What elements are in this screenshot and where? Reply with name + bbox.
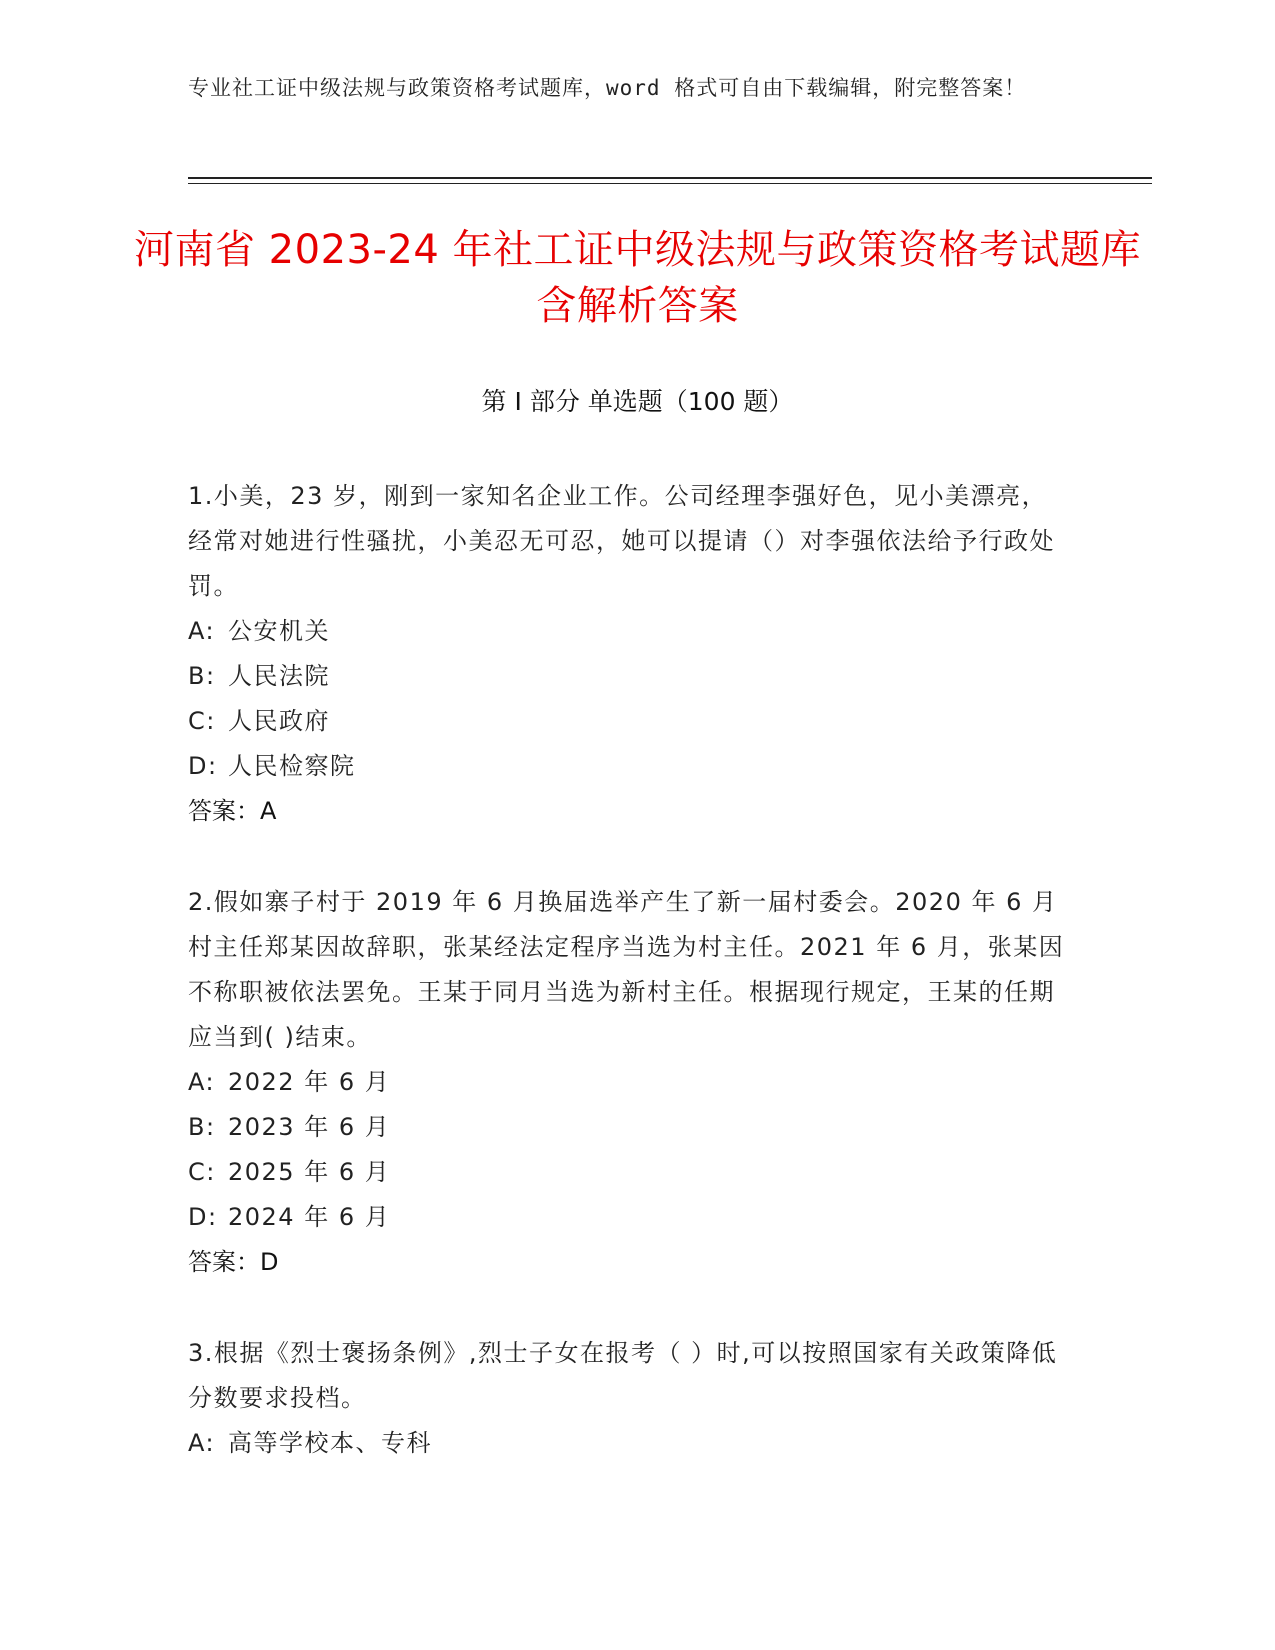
option-text: 人民法院 [228,662,330,690]
option-key: A: [188,617,216,645]
header-note: 专业社工证中级法规与政策资格考试题库，word 格式可自由下载编辑，附完整答案！ [188,76,1027,100]
option-text: 人民政府 [228,707,330,735]
option-text: 2025 年 6 月 [228,1158,391,1186]
answer-line: 答案：A [188,797,277,825]
document-title: 河南省 2023-24 年社工证中级法规与政策资格考试题库含解析答案 [133,227,1142,329]
section-heading: 第 I 部分 单选题（100 题） [481,387,794,416]
header-divider [188,177,1152,179]
question-2 [188,880,1068,1285]
option-b [188,1105,1068,1150]
question-text: 2.假如寨子村于 2019 年 6 月换届选举产生了新一届村委会。2020 年 6 月村主任郑某因故辞职，张某经法定程序当选为村主任。2021 年 6 月，张某因不称职被依法罢免。王某于同月当选为新村主任。根据现行规定，王某的任期应当到( )结束。 [188,888,1065,1051]
option-text: 2024 年 6 月 [228,1203,391,1231]
option-d [188,1195,1068,1240]
option-key: A: [188,1429,216,1457]
option-a [188,1421,1068,1466]
option-key: B: [188,1113,216,1141]
question-1 [188,474,1068,834]
option-text: 人民检察院 [228,752,356,780]
header-divider-thin [188,183,1152,184]
option-key: B: [188,662,216,690]
option-a [188,609,1068,654]
option-d [188,744,1068,789]
option-key: C: [188,1158,216,1186]
option-c [188,699,1068,744]
answer-line: 答案：D [188,1248,279,1276]
option-text: 公安机关 [228,617,330,645]
option-key: D: [188,752,218,780]
question-text: 3.根据《烈士褒扬条例》,烈士子女在报考（ ）时,可以按照国家有关政策降低分数要求投档。 [188,1339,1058,1412]
option-key: C: [188,707,216,735]
question-3 [188,1331,1068,1466]
option-key: D: [188,1203,218,1231]
option-key: A: [188,1068,216,1096]
option-text: 2022 年 6 月 [228,1068,391,1096]
option-c [188,1150,1068,1195]
question-text: 1.小美，23 岁，刚到一家知名企业工作。公司经理李强好色，见小美漂亮，经常对她进行性骚扰，小美忍无可忍，她可以提请（）对李强依法给予行政处罚。 [188,482,1055,600]
option-b [188,654,1068,699]
question-list [188,474,1068,1512]
option-text: 高等学校本、专科 [228,1429,432,1457]
option-a [188,1060,1068,1105]
option-text: 2023 年 6 月 [228,1113,391,1141]
